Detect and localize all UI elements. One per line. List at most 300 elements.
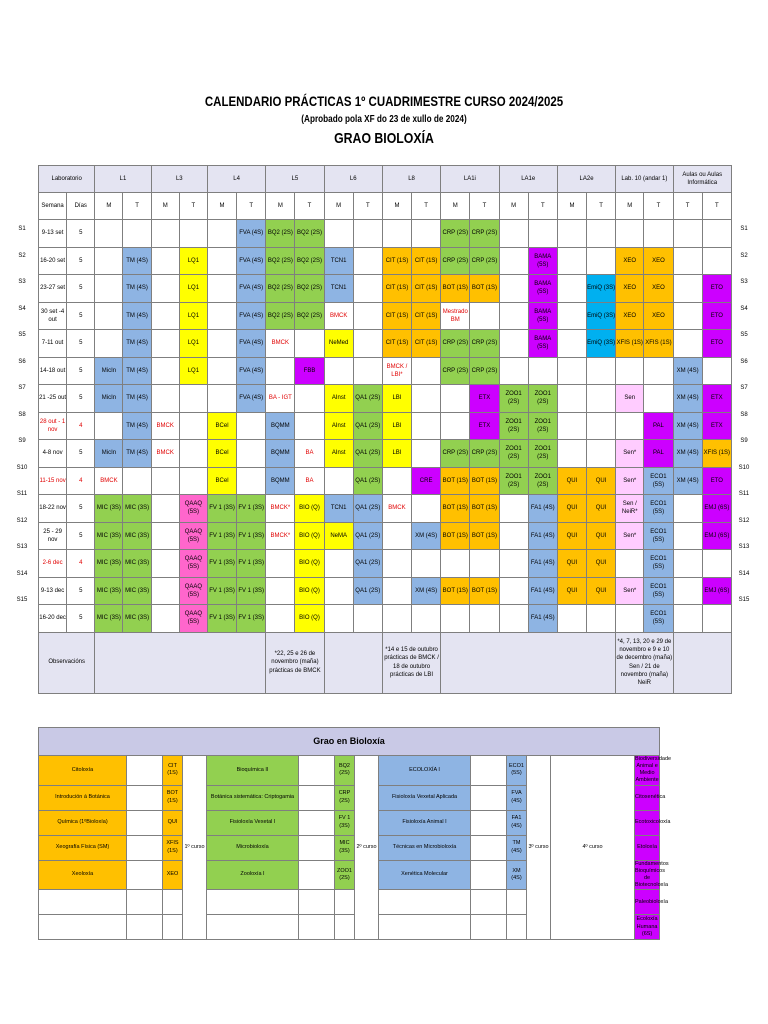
legend-title-row (39, 728, 660, 756)
schedule-cell: FVA (4S) (237, 357, 266, 385)
schedule-cell (151, 550, 179, 578)
schedule-cell: ETX (702, 385, 731, 413)
observation-cell (95, 632, 266, 693)
schedule-cell: BQMM (266, 467, 295, 495)
spacer (471, 835, 507, 860)
table-row (39, 220, 732, 248)
shift-header: T (673, 193, 702, 220)
schedule-cell (151, 275, 179, 303)
course-label: 1º curso (183, 756, 207, 940)
subject-code: MIC (3S) (335, 835, 355, 860)
subject-name: Xenética Molecular (379, 860, 471, 890)
subject-code: BQ2 (2S) (335, 756, 355, 786)
schedule-cell: AInst (324, 440, 353, 468)
schedule-cell (412, 357, 441, 385)
schedule-cell (151, 495, 179, 523)
shift-header: M (382, 193, 411, 220)
shift-header: T (295, 193, 324, 220)
schedule-cell (499, 357, 528, 385)
schedule-cell: EmiQ (3S) (587, 275, 616, 303)
schedule-cell (324, 220, 353, 248)
schedule-cell: BQMM (266, 440, 295, 468)
shift-header: M (95, 193, 123, 220)
schedule-cell (324, 467, 353, 495)
schedule-cell: Sen* (616, 467, 644, 495)
schedule-cell (179, 385, 207, 413)
shift-header: M (616, 193, 644, 220)
course-label: 4º curso (551, 756, 635, 940)
calendar-table (38, 165, 732, 694)
lab-header: LA1e (499, 166, 557, 193)
schedule-cell: CIT (1S) (412, 247, 441, 275)
schedule-cell: QA1 (2S) (353, 522, 382, 550)
subject-name: Microbioloxía (207, 835, 299, 860)
schedule-cell: FVA (4S) (237, 247, 266, 275)
spacer (471, 785, 507, 810)
week-days: 5 (67, 302, 95, 330)
empty-cell (471, 890, 507, 915)
schedule-cell (412, 220, 441, 248)
schedule-cell (616, 550, 644, 578)
schedule-cell: FVA (4S) (237, 330, 266, 358)
schedule-cell: CRE (412, 467, 441, 495)
schedule-cell: QUI (557, 495, 586, 523)
empty-cell (163, 890, 183, 915)
week-label: S2 (18, 252, 26, 259)
subject-name: Técnicas en Microbioloxía (379, 835, 471, 860)
spacer (471, 860, 507, 890)
subject-code: ZOO1 (2S) (335, 860, 355, 890)
schedule-cell (151, 357, 179, 385)
subject-code: FV 1 (3S) (335, 810, 355, 835)
table-row (39, 357, 732, 385)
subject-code: XM (4S) (507, 860, 527, 890)
empty-cell (335, 915, 355, 940)
schedule-cell: TCN1 (324, 495, 353, 523)
empty-cell (299, 915, 335, 940)
table-row (39, 275, 732, 303)
schedule-cell (151, 467, 179, 495)
subject-code: XFIS (1S) (163, 835, 183, 860)
schedule-cell: BCel (207, 412, 236, 440)
schedule-cell (673, 550, 702, 578)
schedule-cell: EmiQ (3S) (587, 302, 616, 330)
subject-code: CIT (1S) (163, 756, 183, 786)
schedule-cell: BA (295, 440, 324, 468)
schedule-cell: FA1 (4S) (528, 550, 557, 578)
schedule-cell: CIT (1S) (412, 275, 441, 303)
schedule-cell: MIC (3S) (123, 522, 151, 550)
observation-cell (441, 632, 616, 693)
week-label: S5 (18, 332, 26, 338)
schedule-cell: ECO1 (5S) (644, 605, 673, 633)
spacer (299, 756, 335, 786)
subject-name: Fisioloxía Vexetal Aplicada (379, 785, 471, 810)
schedule-cell: XM (4S) (673, 440, 702, 468)
subject-name: ECOLOXÍA I (379, 756, 471, 786)
spacer (299, 810, 335, 835)
schedule-cell: XFIS (1S) (644, 330, 673, 358)
schedule-cell: ETO (702, 302, 731, 330)
schedule-cell: TM (4S) (123, 247, 151, 275)
course-label: 2º curso (355, 756, 379, 940)
schedule-cell: BOT (1S) (470, 577, 499, 605)
schedule-cell: FV 1 (3S) (207, 577, 236, 605)
schedule-cell (295, 385, 324, 413)
schedule-cell (702, 605, 731, 633)
shift-header: T (237, 193, 266, 220)
schedule-cell (673, 247, 702, 275)
observation-cell: *4, 7, 13, 20 e 29 de novembro e 9 e 10 de decembro (maña) Sen / 21 de novembro (maña) NeiR (616, 632, 673, 693)
schedule-cell (151, 385, 179, 413)
schedule-cell (412, 550, 441, 578)
schedule-cell: EMJ (6S) (702, 522, 731, 550)
schedule-cell: TCN1 (324, 247, 353, 275)
week-label: S14 (738, 570, 750, 577)
week-label: S14 (16, 570, 28, 577)
lab-header: LA1i (441, 166, 499, 193)
table-row (39, 495, 732, 523)
week-label: S8 (18, 411, 26, 418)
schedule-cell: CIT (1S) (412, 302, 441, 330)
schedule-cell: CRP (2S) (441, 357, 470, 385)
schedule-cell: QA1 (2S) (353, 467, 382, 495)
schedule-cell: FVA (4S) (237, 220, 266, 248)
schedule-cell: CRP (2S) (441, 220, 470, 248)
schedule-cell: QUI (587, 522, 616, 550)
schedule-cell (207, 357, 236, 385)
schedule-cell: FV 1 (3S) (237, 605, 266, 633)
schedule-cell (123, 467, 151, 495)
week-label: S7 (18, 385, 26, 391)
schedule-cell (295, 330, 324, 358)
schedule-cell (557, 330, 586, 358)
shift-header: T (528, 193, 557, 220)
spacer (127, 810, 163, 835)
week-days: 4 (67, 467, 95, 495)
lab-header: L4 (207, 166, 265, 193)
schedule-cell: BQ2 (2S) (295, 247, 324, 275)
schedule-cell (95, 275, 123, 303)
schedule-cell: BIO (Q) (295, 495, 324, 523)
observations-row (39, 632, 732, 693)
schedule-cell: ECO1 (5S) (644, 467, 673, 495)
shift-header: M (557, 193, 586, 220)
schedule-cell (382, 550, 411, 578)
schedule-cell: BOT (1S) (441, 495, 470, 523)
schedule-cell: QA1 (2S) (353, 495, 382, 523)
schedule-cell: CRP (2S) (441, 247, 470, 275)
week-label: S8 (740, 411, 748, 418)
subject-name: Fundamentos Bioquímicos de Biotecnoloxía (635, 860, 669, 888)
schedule-cell: FBB (295, 357, 324, 385)
subject-name: Biodiversidade Animal e Medio Ambiente (635, 756, 672, 784)
schedule-cell: ETO (702, 467, 731, 495)
schedule-cell: ZOO1 (2S) (499, 440, 528, 468)
schedule-cell: LQ1 (179, 302, 207, 330)
schedule-cell: ECO1 (5S) (644, 522, 673, 550)
schedule-cell: BAMA (5S) (528, 247, 557, 275)
schedule-cell: BCel (207, 467, 236, 495)
week-label: S6 (740, 358, 748, 365)
schedule-cell: BIO (Q) (295, 605, 324, 633)
subject-name: Fisioloxía Animal I (379, 810, 471, 835)
schedule-cell (207, 247, 236, 275)
schedule-cell: QUI (557, 577, 586, 605)
schedule-cell (95, 247, 123, 275)
shift-header: M (441, 193, 470, 220)
subject-code: BOT (1S) (163, 785, 183, 810)
schedule-cell: FVA (4S) (237, 302, 266, 330)
schedule-cell (673, 495, 702, 523)
schedule-cell (499, 275, 528, 303)
week-label: S3 (18, 279, 26, 285)
lab-header: Laboratorio (39, 166, 95, 193)
table-row (39, 522, 732, 550)
schedule-cell: TCN1 (324, 275, 353, 303)
schedule-cell (324, 550, 353, 578)
schedule-cell (587, 357, 616, 385)
week-dates: 16-20 dec (39, 605, 67, 633)
empty-cell (507, 915, 527, 940)
schedule-cell (353, 220, 382, 248)
schedule-cell (470, 302, 499, 330)
schedule-cell: ECO1 (5S) (644, 550, 673, 578)
schedule-cell: QA1 (2S) (353, 577, 382, 605)
schedule-cell: XM (4S) (673, 467, 702, 495)
schedule-cell (95, 302, 123, 330)
table-row (39, 330, 732, 358)
schedule-cell: XM (4S) (412, 577, 441, 605)
schedule-cell (151, 577, 179, 605)
schedule-cell (616, 412, 644, 440)
schedule-cell: QAAQ (5S) (179, 605, 207, 633)
schedule-cell: CRP (2S) (470, 330, 499, 358)
schedule-cell: CRP (2S) (470, 440, 499, 468)
schedule-cell (324, 577, 353, 605)
lab-header: LA2e (557, 166, 615, 193)
schedule-cell (702, 550, 731, 578)
schedule-cell (382, 522, 411, 550)
schedule-cell: MIC (3S) (123, 550, 151, 578)
page-subtitle: (Aprobado pola XF do 23 de xullo de 2024) (301, 114, 467, 125)
schedule-cell: FV 1 (3S) (207, 605, 236, 633)
schedule-cell: XFIS (1S) (616, 330, 644, 358)
schedule-cell: BOT (1S) (441, 467, 470, 495)
schedule-cell: FA1 (4S) (528, 605, 557, 633)
lab-header: Aulas ou Aulas Informática (673, 166, 732, 193)
schedule-cell: CRP (2S) (441, 440, 470, 468)
schedule-cell: QA1 (2S) (353, 385, 382, 413)
schedule-cell (499, 220, 528, 248)
schedule-cell: FA1 (4S) (528, 522, 557, 550)
shift-header: T (353, 193, 382, 220)
schedule-cell (123, 220, 151, 248)
schedule-cell (441, 550, 470, 578)
schedule-cell: Sen (616, 385, 644, 413)
schedule-cell: XFIS (1S) (702, 440, 731, 468)
schedule-cell: TM (4S) (123, 275, 151, 303)
spacer (299, 860, 335, 890)
week-label: S13 (738, 544, 750, 550)
schedule-cell (441, 412, 470, 440)
week-label: S13 (16, 544, 28, 550)
schedule-cell (266, 577, 295, 605)
schedule-cell: BOT (1S) (470, 495, 499, 523)
subject-name: Etoloxía (635, 835, 660, 860)
schedule-cell (557, 357, 586, 385)
week-label: S3 (740, 279, 748, 285)
empty-cell (39, 890, 127, 915)
calendar-subheader-row (39, 193, 732, 220)
week-label: S10 (738, 464, 750, 471)
schedule-cell (151, 302, 179, 330)
schedule-cell: CIT (1S) (382, 330, 411, 358)
schedule-cell: BQ2 (2S) (295, 220, 324, 248)
schedule-cell: MicIn (95, 440, 123, 468)
schedule-cell: QAAQ (5S) (179, 495, 207, 523)
empty-cell (507, 890, 527, 915)
table-row (39, 385, 732, 413)
schedule-cell (237, 412, 266, 440)
schedule-cell (179, 467, 207, 495)
week-label: S4 (740, 305, 748, 312)
schedule-cell (207, 275, 236, 303)
schedule-cell: ETX (702, 412, 731, 440)
schedule-cell: LQ1 (179, 357, 207, 385)
schedule-cell: ZOO1 (2S) (528, 467, 557, 495)
empty-cell (335, 890, 355, 915)
schedule-cell (557, 412, 586, 440)
empty-cell (207, 890, 299, 915)
schedule-cell (673, 522, 702, 550)
subject-name: Paleobioloxía (635, 890, 660, 915)
subject-name: Bioquímica II (207, 756, 299, 786)
schedule-cell (673, 577, 702, 605)
table-row (39, 247, 732, 275)
observation-cell (324, 632, 382, 693)
schedule-cell (557, 220, 586, 248)
week-label: S1 (18, 226, 26, 232)
schedule-cell (616, 357, 644, 385)
schedule-cell: BQMM (266, 412, 295, 440)
schedule-cell: ETX (470, 412, 499, 440)
schedule-cell: BMCK (95, 467, 123, 495)
schedule-cell: TM (4S) (123, 302, 151, 330)
schedule-cell: TM (4S) (123, 412, 151, 440)
schedule-cell (266, 550, 295, 578)
schedule-cell: EMJ (6S) (702, 577, 731, 605)
week-days: 5 (67, 247, 95, 275)
schedule-cell: CIT (1S) (382, 302, 411, 330)
schedule-cell: QUI (557, 467, 586, 495)
subject-name: Ecotoxicoloxía (635, 810, 660, 835)
page-title: CALENDARIO PRÁCTICAS 1º CUADRIMESTRE CURSO 2024/2025 (204, 93, 564, 109)
schedule-cell (324, 605, 353, 633)
schedule-cell: XM (4S) (673, 385, 702, 413)
subject-name: Xeoloxía (39, 860, 127, 890)
schedule-cell: XM (4S) (673, 357, 702, 385)
week-label: S15 (738, 597, 750, 603)
schedule-cell (95, 330, 123, 358)
schedule-cell (557, 385, 586, 413)
schedule-cell (557, 605, 586, 633)
course-label: 3º curso (527, 756, 551, 940)
shift-header: M (324, 193, 353, 220)
schedule-cell: BQ2 (2S) (266, 275, 295, 303)
schedule-cell: FV 1 (3S) (237, 577, 266, 605)
schedule-cell (644, 357, 673, 385)
week-dates: 4-8 nov (39, 440, 67, 468)
schedule-cell: TM (4S) (123, 357, 151, 385)
schedule-cell (499, 495, 528, 523)
schedule-cell (470, 605, 499, 633)
schedule-cell: NeMed (324, 330, 353, 358)
schedule-cell: MicIn (95, 385, 123, 413)
calendar-header-row (39, 166, 732, 193)
schedule-cell: QAAQ (5S) (179, 577, 207, 605)
spacer (127, 785, 163, 810)
schedule-cell: FV 1 (3S) (237, 550, 266, 578)
schedule-cell: BCel (207, 440, 236, 468)
schedule-cell: LBI (382, 440, 411, 468)
schedule-cell (499, 550, 528, 578)
schedule-cell: EMJ (6S) (702, 495, 731, 523)
schedule-cell: XEO (616, 302, 644, 330)
shift-header: T (470, 193, 499, 220)
schedule-cell (95, 412, 123, 440)
schedule-cell: QA1 (2S) (353, 412, 382, 440)
schedule-cell: BMCK (382, 495, 411, 523)
week-label: S7 (740, 385, 748, 391)
schedule-cell (644, 220, 673, 248)
lab-header: Lab. 10 (andar 1) (616, 166, 673, 193)
schedule-cell: TM (4S) (123, 385, 151, 413)
schedule-cell: BAMA (5S) (528, 330, 557, 358)
schedule-cell: CRP (2S) (470, 247, 499, 275)
empty-cell (39, 915, 127, 940)
week-dates: 28 out - 1 nov (39, 412, 67, 440)
spacer (471, 756, 507, 786)
schedule-cell: ZOO1 (2S) (528, 412, 557, 440)
empty-cell (127, 915, 163, 940)
shift-header: M (266, 193, 295, 220)
schedule-cell (702, 357, 731, 385)
week-dates: 25 - 29 nov (39, 522, 67, 550)
schedule-cell (151, 220, 179, 248)
schedule-cell: QA1 (2S) (353, 440, 382, 468)
schedule-cell: MIC (3S) (95, 495, 123, 523)
schedule-cell (266, 357, 295, 385)
schedule-cell: QUI (557, 522, 586, 550)
schedule-cell: BOT (1S) (441, 577, 470, 605)
subject-name: Xeografía Física (SM) (39, 835, 127, 860)
schedule-cell: BOT (1S) (441, 275, 470, 303)
schedule-cell: QUI (587, 495, 616, 523)
legend-row (39, 756, 660, 786)
schedule-cell: XEO (644, 275, 673, 303)
schedule-cell: BOT (1S) (470, 275, 499, 303)
schedule-cell: ZOO1 (2S) (499, 467, 528, 495)
schedule-cell: XM (4S) (673, 412, 702, 440)
schedule-cell (237, 440, 266, 468)
table-row (39, 302, 732, 330)
schedule-cell: XEO (644, 302, 673, 330)
schedule-cell: BAMA (5S) (528, 275, 557, 303)
subject-name: Citoloxía (39, 756, 127, 786)
spacer (299, 835, 335, 860)
schedule-cell: ECO1 (5S) (644, 577, 673, 605)
